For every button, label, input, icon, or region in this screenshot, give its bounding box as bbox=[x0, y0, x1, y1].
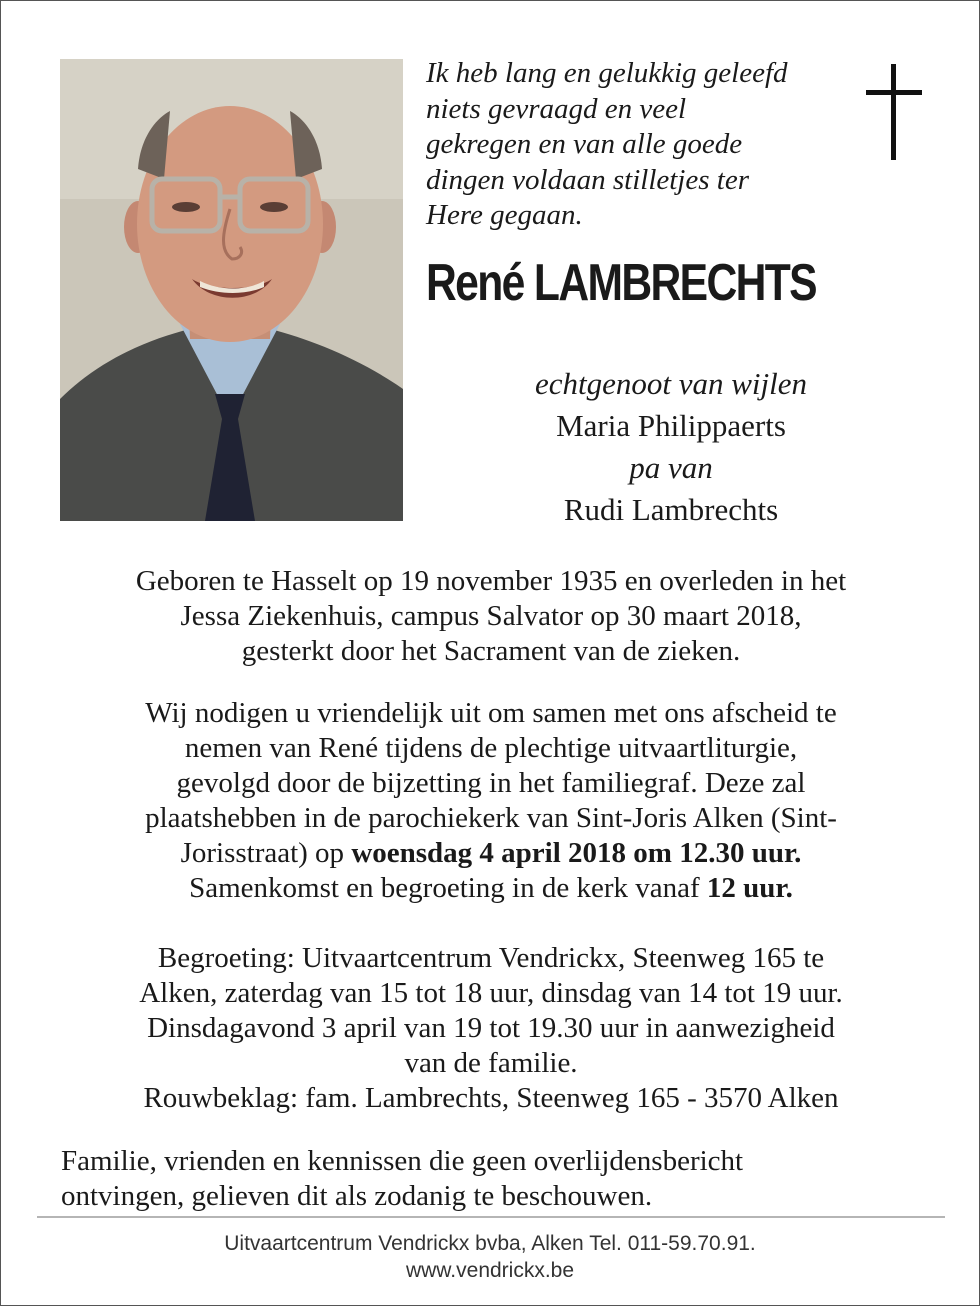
spouse-label: echtgenoot van wijlen bbox=[534, 366, 808, 401]
portrait-photo bbox=[60, 59, 403, 521]
text-line: ontvingen, gelieven dit als zodanig te beschouwen. bbox=[61, 1180, 653, 1212]
poem-line: Ik heb lang en gelukkig geleefd bbox=[426, 57, 788, 89]
gathering-time-line bbox=[41, 871, 941, 906]
website-link[interactable]: www.vendrickx.be bbox=[405, 1259, 575, 1282]
poem-line: Here gegaan. bbox=[426, 199, 583, 231]
text-line: Alken, zaterdag van 15 tot 18 uur, dinsdag van 14 tot 19 uur. bbox=[139, 977, 843, 1009]
funeral-datetime: woensdag 4 april 2018 om 12.30 uur. bbox=[351, 837, 802, 869]
gathering-time: 12 uur. bbox=[706, 872, 793, 904]
funeral-datetime-line bbox=[41, 836, 941, 871]
divider bbox=[37, 1216, 945, 1218]
text-line: Begroeting: Uitvaartcentrum Vendrickx, Steenweg 165 te bbox=[157, 942, 825, 974]
birth-death-paragraph bbox=[41, 564, 941, 669]
invitation-paragraph bbox=[41, 696, 941, 906]
text-fragment: Samenkomst en begroeting in de kerk vanaf bbox=[189, 872, 707, 904]
poem-line: gekregen en van alle goede bbox=[426, 128, 743, 160]
condolence-address: Rouwbeklag: fam. Lambrechts, Steenweg 165 - 3570 Alken bbox=[143, 1082, 839, 1114]
text-line: Geboren te Hasselt op 19 november 1935 en overleden in het bbox=[135, 565, 847, 597]
text-line: gesterkt door het Sacrament van de zieken. bbox=[241, 635, 741, 667]
text-line: nemen van René tijdens de plechtige uitvaartliturgie, bbox=[184, 732, 798, 764]
text-line: van de familie. bbox=[404, 1047, 578, 1079]
text-line: plaatshebben in de parochiekerk van Sint-Joris Alken (Sint- bbox=[145, 802, 837, 834]
text-line: Jessa Ziekenhuis, campus Salvator op 30 maart 2018, bbox=[180, 600, 802, 632]
funeral-home-contact: Uitvaartcentrum Vendrickx bvba, Alken Tel. 011-59.70.91. bbox=[224, 1232, 756, 1255]
text-fragment: Jorisstraat) op bbox=[180, 837, 352, 869]
text-line: Familie, vrienden en kennissen die geen overlijdensbericht bbox=[61, 1145, 744, 1177]
text-line: Wij nodigen u vriendelijk uit om samen met ons afscheid te bbox=[145, 697, 837, 729]
closing-paragraph bbox=[61, 1144, 941, 1214]
poem-line: niets gevraagd en veel bbox=[426, 92, 687, 125]
spouse-name: Maria Philippaerts bbox=[556, 408, 786, 443]
deceased-name: René LAMBRECHTS bbox=[426, 254, 816, 312]
memorial-poem bbox=[426, 56, 846, 234]
text-line: gevolgd door de bijzetting in het familiegraf. Deze zal bbox=[176, 767, 806, 799]
family-relations bbox=[421, 363, 921, 531]
cross-icon bbox=[866, 64, 922, 160]
text-line: Dinsdagavond 3 april van 19 tot 19.30 uur in aanwezigheid bbox=[147, 1012, 835, 1044]
child-name: Rudi Lambrechts bbox=[563, 492, 779, 527]
poem-line: dingen voldaan stilletjes ter bbox=[426, 163, 749, 196]
child-label: pa van bbox=[629, 450, 713, 485]
visitation-paragraph bbox=[41, 941, 941, 1116]
portrait-illustration bbox=[60, 59, 403, 521]
footer bbox=[1, 1230, 979, 1284]
